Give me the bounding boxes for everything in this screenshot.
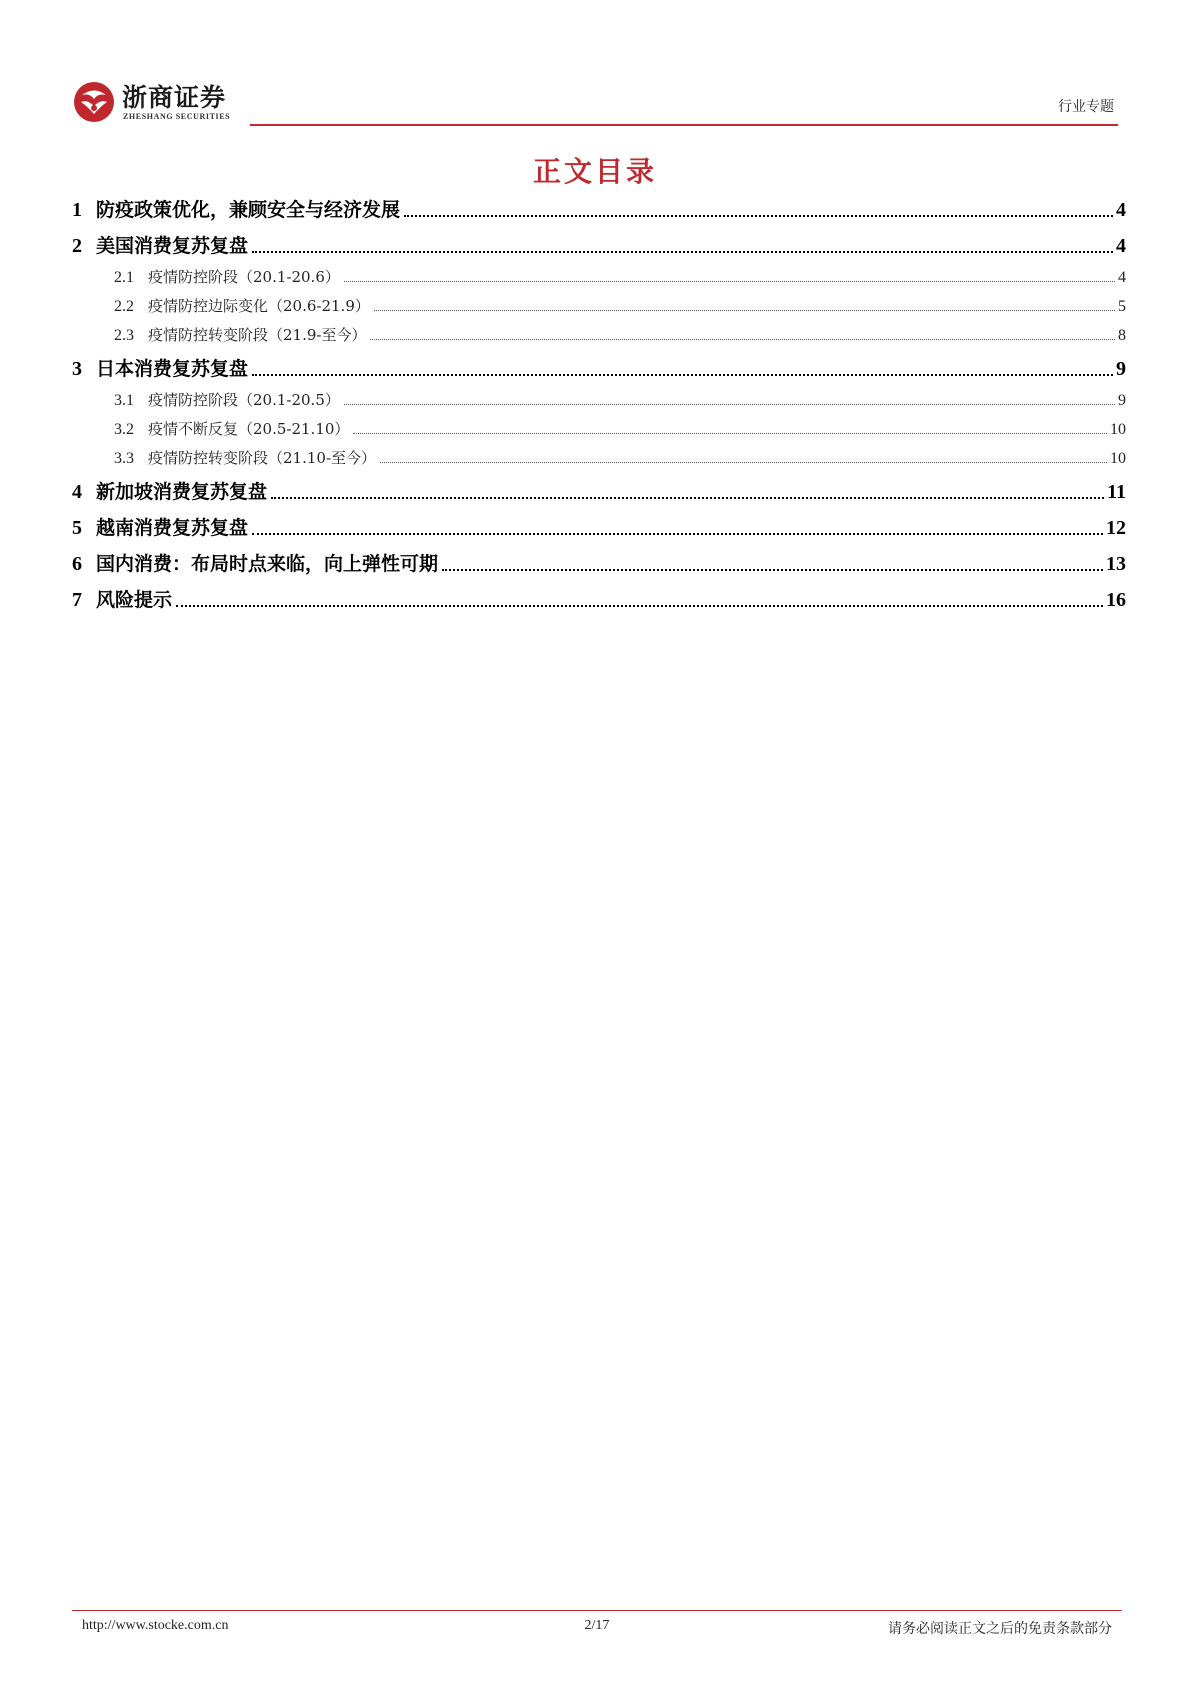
header-divider [250, 124, 1118, 126]
toc-section-entry[interactable] [72, 345, 1126, 381]
toc-dot-leader [370, 339, 1115, 340]
toc-dot-leader [442, 569, 1103, 571]
toc-entry-title: 疫情不断反复（20.5-21.10） [148, 420, 350, 438]
toc-section-entry[interactable] [72, 468, 1126, 504]
toc-entry-title: 疫情防控阶段（20.1-20.6） [148, 268, 340, 286]
toc-entry-page: 10 [1110, 421, 1126, 438]
page-footer [72, 1612, 1122, 1642]
toc-entry-title: 美国消费复苏复盘 [96, 235, 249, 257]
toc-entry-number: 3.3 [114, 450, 134, 467]
toc-dot-leader [176, 605, 1103, 607]
toc-entry-title: 疫情防控阶段（20.1-20.5） [148, 391, 340, 409]
toc-entry-number: 7 [72, 589, 82, 611]
toc-subsection-entry[interactable] [72, 381, 1126, 410]
report-category: 行业专题 [1058, 99, 1114, 115]
table-of-contents [72, 186, 1126, 612]
toc-section-entry[interactable] [72, 540, 1126, 576]
brand-name-en: ZHESHANG SECURITIES [123, 112, 231, 121]
toc-entry-title: 疫情防控边际变化（20.6-21.9） [148, 297, 370, 315]
toc-entry-number: 2.3 [114, 327, 134, 344]
toc-subsection-entry[interactable] [72, 316, 1126, 345]
toc-entry-page: 9 [1118, 392, 1126, 409]
toc-entry-page: 4 [1118, 269, 1126, 286]
toc-section-entry[interactable] [72, 504, 1126, 540]
toc-section-entry[interactable] [72, 576, 1126, 612]
toc-entry-page: 13 [1106, 553, 1126, 575]
zheshang-logo-icon [72, 80, 116, 124]
toc-entry-number: 2 [72, 235, 82, 257]
toc-entry-number: 1 [72, 199, 82, 221]
toc-subsection-entry[interactable] [72, 258, 1126, 287]
toc-dot-leader [353, 433, 1107, 434]
toc-title: 正文目录 [532, 155, 657, 188]
toc-dot-leader [252, 251, 1113, 253]
toc-entry-page: 11 [1107, 481, 1126, 503]
footer-url[interactable]: http://www.stocke.com.cn [82, 1618, 229, 1633]
toc-subsection-entry[interactable] [72, 439, 1126, 468]
brand-name-cn: 浙商证券 [122, 83, 227, 112]
toc-dot-leader [271, 497, 1104, 499]
toc-entry-number: 2.2 [114, 298, 134, 315]
toc-entry-title: 疫情防控转变阶段（21.10-至今） [148, 449, 377, 467]
toc-entry-number: 5 [72, 517, 82, 539]
page-header [72, 66, 1122, 128]
toc-dot-leader [344, 404, 1115, 405]
toc-entry-page: 8 [1118, 327, 1126, 344]
toc-entry-page: 10 [1110, 450, 1126, 467]
toc-subsection-entry[interactable] [72, 287, 1126, 316]
toc-entry-title: 日本消费复苏复盘 [96, 358, 249, 380]
toc-entry-title: 防疫政策优化，兼顾安全与经济发展 [96, 199, 401, 221]
toc-entry-page: 4 [1116, 235, 1126, 257]
toc-section-entry[interactable] [72, 222, 1126, 258]
toc-entry-title: 疫情防控转变阶段（21.9-至今） [148, 326, 367, 344]
toc-entry-number: 2.1 [114, 269, 134, 286]
toc-dot-leader [252, 374, 1113, 376]
toc-entry-number: 3 [72, 358, 82, 380]
toc-entry-number: 3.1 [114, 392, 134, 409]
toc-entry-page: 4 [1116, 199, 1126, 221]
toc-entry-title: 越南消费复苏复盘 [96, 517, 249, 539]
footer-disclaimer: 请务必阅读正文之后的免责条款部分 [888, 1621, 1112, 1637]
toc-entry-page: 12 [1106, 517, 1126, 539]
toc-subsection-entry[interactable] [72, 410, 1126, 439]
page-number: 2/17 [584, 1618, 610, 1633]
toc-entry-number: 6 [72, 553, 82, 575]
toc-dot-leader [374, 310, 1115, 311]
toc-entry-page: 16 [1106, 589, 1126, 611]
toc-entry-number: 4 [72, 481, 82, 503]
toc-dot-leader [404, 215, 1113, 217]
footer-divider [72, 1610, 1122, 1611]
toc-section-entry[interactable] [72, 186, 1126, 222]
toc-dot-leader [252, 533, 1103, 535]
toc-entry-number: 3.2 [114, 421, 134, 438]
toc-entry-page: 9 [1116, 358, 1126, 380]
toc-entry-title: 风险提示 [96, 589, 173, 611]
toc-entry-page: 5 [1118, 298, 1126, 315]
toc-entry-title: 国内消费：布局时点来临，向上弹性可期 [96, 553, 439, 575]
toc-dot-leader [344, 281, 1115, 282]
toc-dot-leader [380, 462, 1107, 463]
toc-entry-title: 新加坡消费复苏复盘 [96, 481, 268, 503]
